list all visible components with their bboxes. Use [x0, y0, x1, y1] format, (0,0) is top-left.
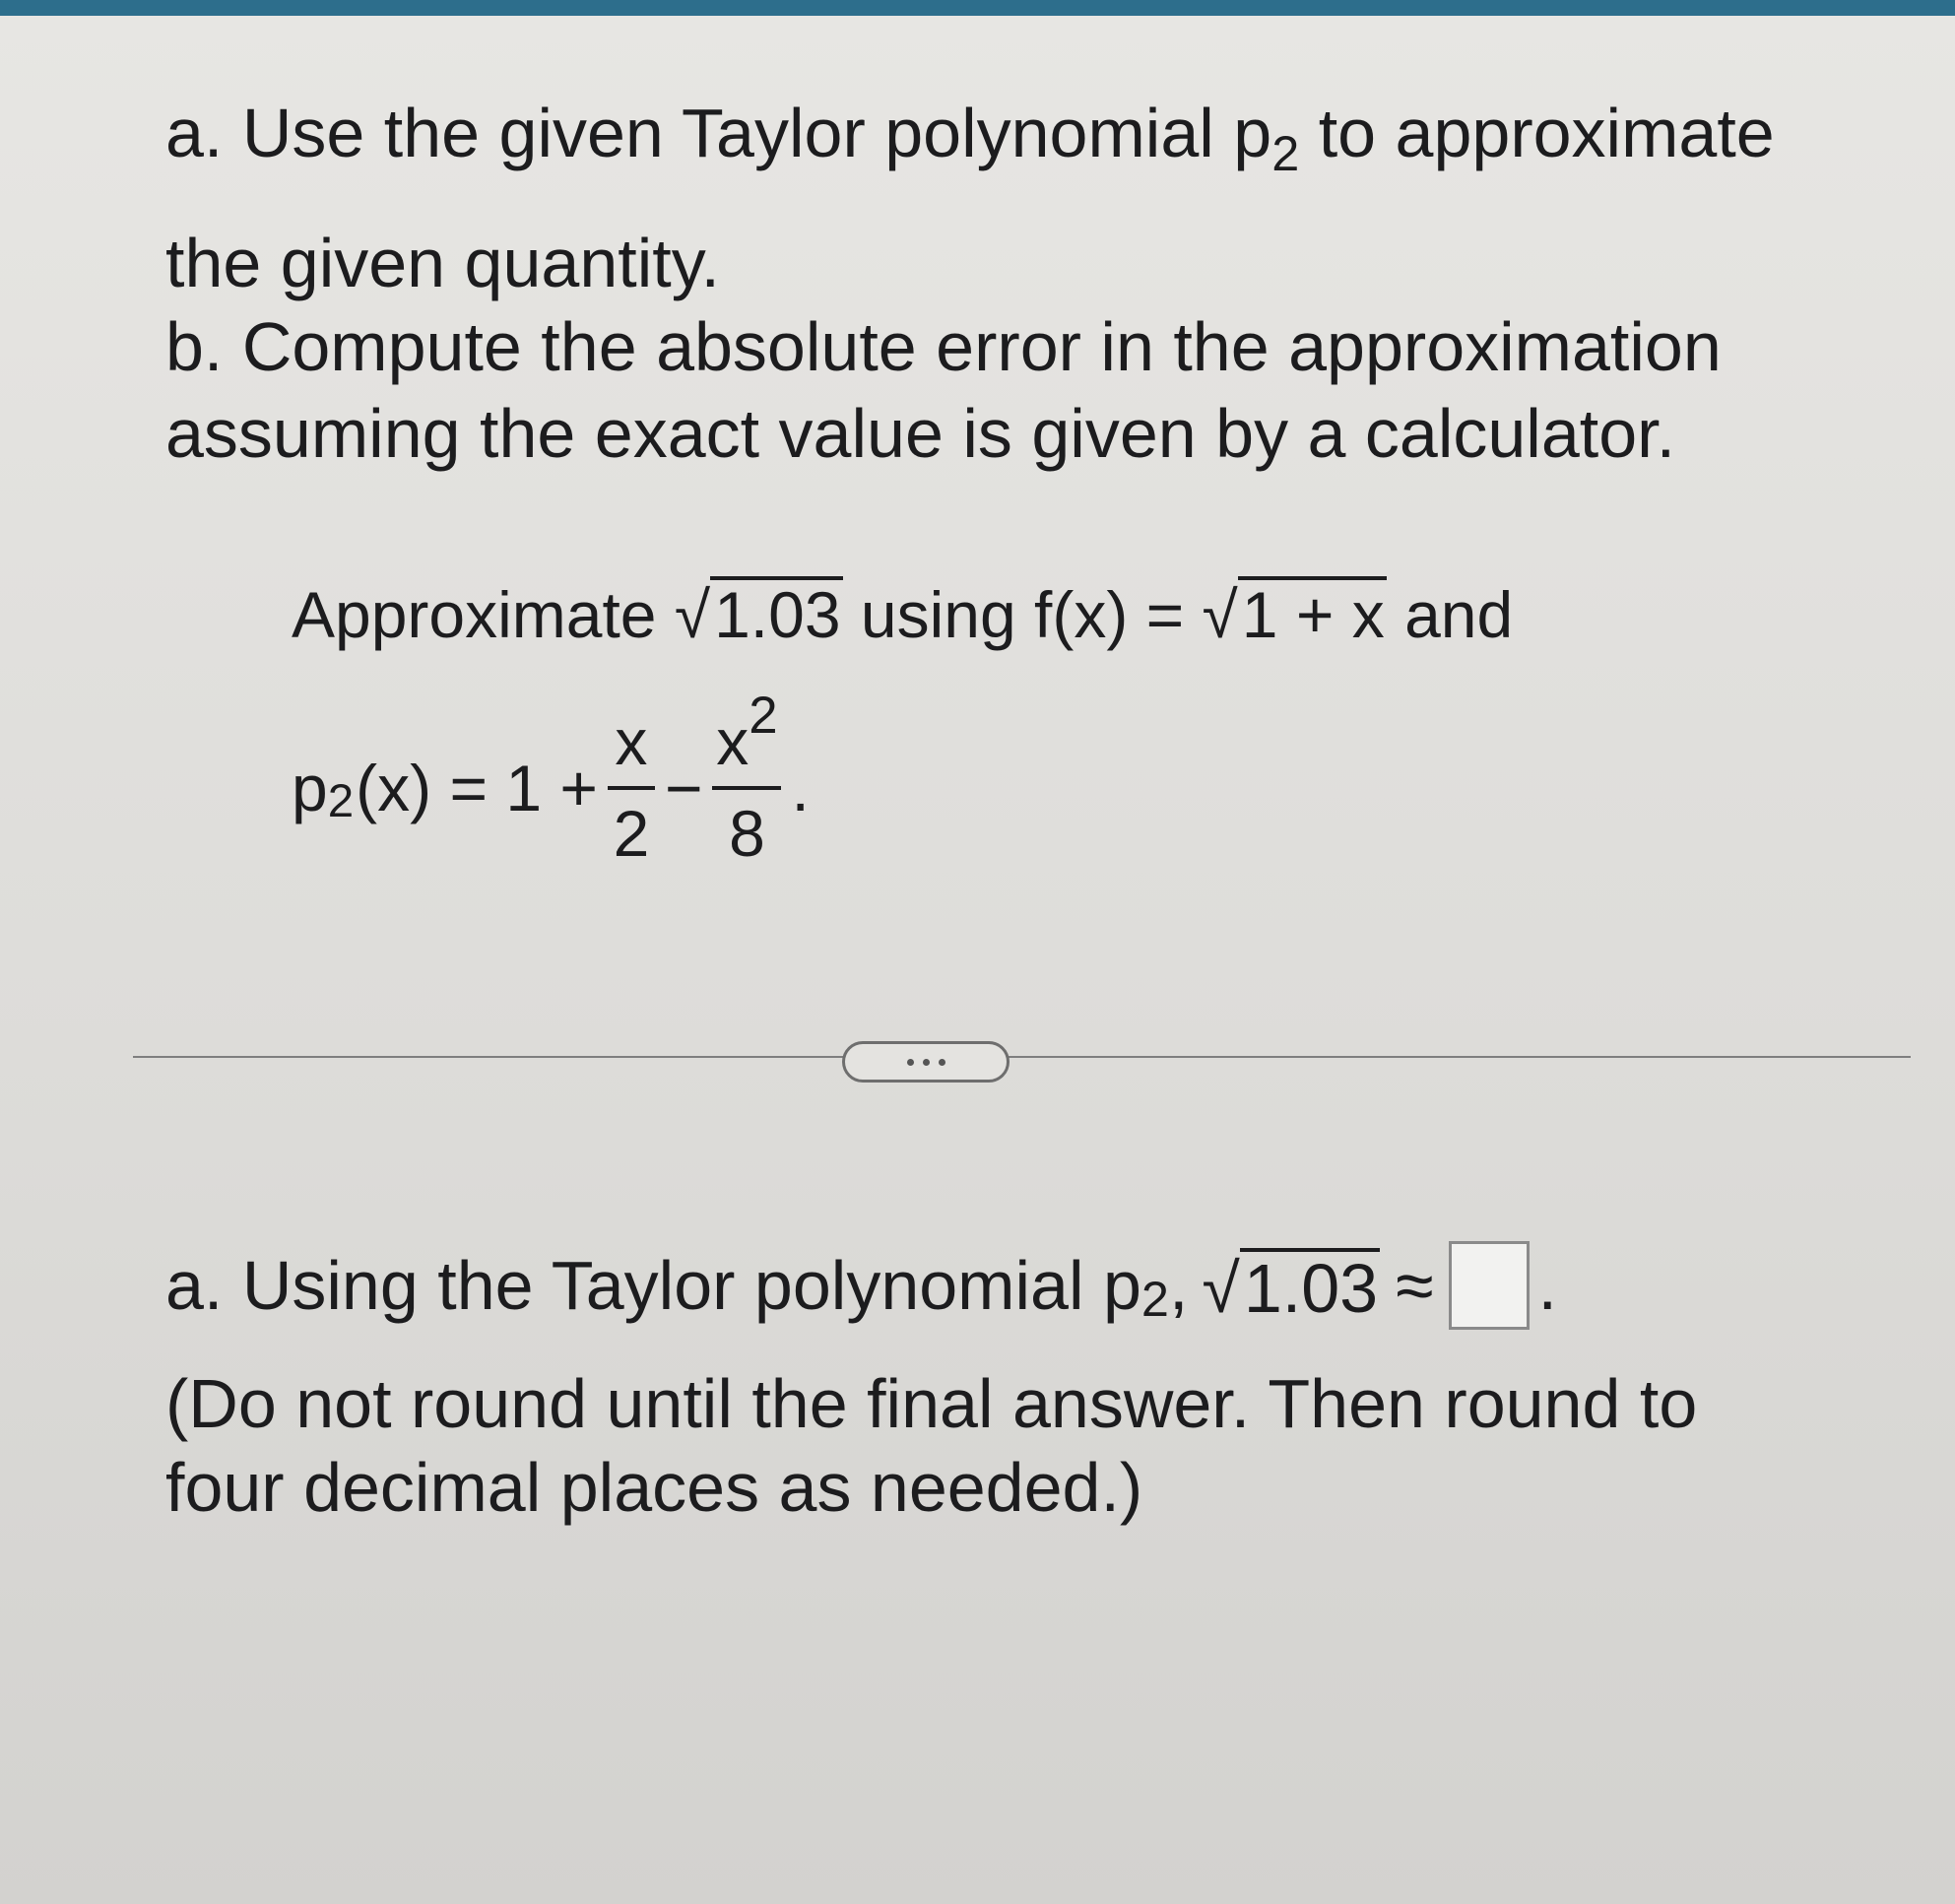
sqrt-function: √1 + x: [1202, 578, 1385, 651]
section-divider: [133, 1056, 1911, 1058]
answer-note-line1: (Do not round until the final answer. Then round to: [165, 1365, 1698, 1442]
answer-note-line2: four decimal places as needed.): [165, 1449, 1143, 1526]
answer-prompt: a. Using the Taylor polynomial p 2 , √1.03 ≈ .: [165, 1241, 1557, 1330]
instruction-part-a-line2: the given quantity.: [165, 225, 720, 301]
sqrt-expression: √1.03: [674, 578, 841, 651]
answer-input[interactable]: [1449, 1241, 1530, 1330]
instruction-part-a-line1: a. Use the given Taylor polynomial $p_2$ to approximate: [165, 95, 1775, 182]
ellipsis-icon: [907, 1059, 914, 1066]
taylor-polynomial: p 2 (x) = 1 + $\frac{x}{2}$ − $\frac{x^2}{8}$ .: [292, 687, 810, 870]
answer-sqrt: √1.03: [1202, 1250, 1379, 1327]
fraction-x-over-2: $\frac{x}{2}$: [608, 708, 655, 869]
instruction-part-b-line1: b. Compute the absolute error in the approximation: [165, 308, 1722, 385]
fraction-x-squared-over-8: $\frac{x^2}{8}$: [712, 708, 781, 869]
top-bar: [0, 0, 1955, 16]
problem-statement-line1: Approximate √1.03 using f(x) = √1 + x and: [292, 578, 1514, 651]
show-more-button[interactable]: [842, 1041, 1010, 1083]
instruction-part-b-line2: assuming the exact value is given by a calculator.: [165, 395, 1676, 472]
